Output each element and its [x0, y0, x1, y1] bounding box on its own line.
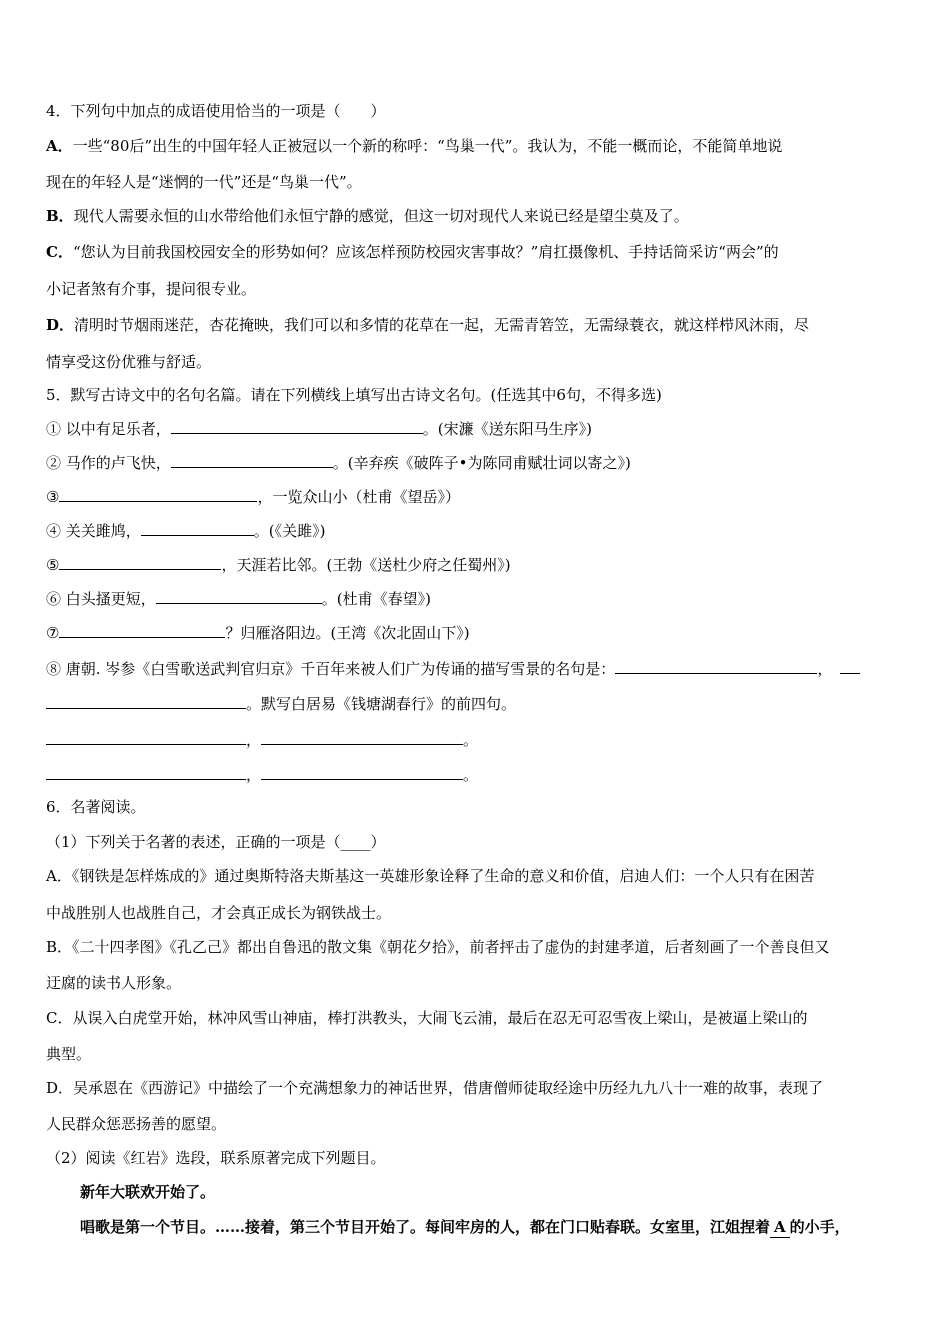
q5-line-6	[46, 588, 431, 609]
q5-blank-9b[interactable]	[261, 729, 463, 745]
q5-blank-10a[interactable]	[46, 764, 246, 780]
q5-line-7	[46, 622, 470, 643]
q6-option-a-line1: A．《钢铁是怎样炼成的》通过奥斯特洛夫斯基这一英雄形象诠释了生命的意义和价值，启迪人们：一个人只有在困苦	[46, 867, 815, 885]
q4-option-c-line1	[46, 242, 779, 262]
q4-option-d-line2: 情享受这份优雅与舒适。	[46, 353, 212, 371]
q6-option-d-line1: D．吴承恩在《西游记》中描绘了一个充满想象力的神话世界，借唐僧师徒取经途中历经九九八十一难的故事，表现了	[46, 1079, 824, 1097]
q5-line-2	[46, 452, 631, 473]
q5-line-10	[46, 729, 478, 750]
q4-option-d-text: 清明时节烟雨迷茫，杏花掩映，我们可以和多情的花草在一起，无需青箬笠，无需绿蓑衣，就这样栉风沐雨，尽	[74, 316, 810, 334]
q5-line-4	[46, 520, 326, 541]
q4-option-d-line1	[46, 315, 809, 335]
q4-option-b-label: B．	[46, 207, 74, 225]
q6-sub1: （1）下列关于名著的表述，正确的一项是（____）	[46, 833, 386, 851]
q5-blank-1[interactable]	[171, 418, 423, 434]
q5-line-8	[46, 658, 860, 679]
passage-line-1: 新年大联欢开始了。	[80, 1183, 216, 1201]
q5-blank-4[interactable]	[141, 520, 254, 536]
q5-line-4-prompt: ④ 关关雎鸠，	[46, 522, 141, 540]
q4-option-c-text: “您认为目前我国校园安全的形势如何？应该怎样预防校园灾害事故？”肩扛摄像机、手持话筒采访“两会”的	[72, 243, 779, 261]
q4-stem: 4．下列句中加点的成语使用恰当的一项是（ ）	[46, 102, 386, 120]
q5-line-5	[46, 554, 511, 575]
q4-option-b	[46, 206, 689, 226]
q6-option-a-line2: 中战胜别人也战胜自己，才会真正成长为钢铁战士。	[46, 904, 392, 922]
q5-blank-9a[interactable]	[46, 729, 246, 745]
q5-line-5-source: ，天涯若比邻。(王勃《送杜少府之任蜀州》)	[221, 556, 511, 574]
q5-line-4-source: 。(《关雎》)	[253, 522, 326, 540]
q4-option-a-label: A．	[46, 137, 73, 155]
q5-line-9-text: 。默写白居易《钱塘湖春行》的前四句。	[246, 695, 517, 713]
q6-option-b-line1: B．《二十四孝图》《孔乙己》都出自鲁迅的散文集《朝花夕拾》，前者抨击了虚伪的封建孝道，后者刻画了一个善良但又	[46, 938, 830, 956]
q5-blank-8a[interactable]	[615, 658, 817, 674]
q5-comma: ，	[246, 731, 262, 749]
q4-option-c-line2: 小记者煞有介事，提问很专业。	[46, 280, 257, 298]
q4-option-a-text: 一些“80后”出生的中国年轻人正被冠以一个新的称呼：“鸟巢一代”。我认为，不能一概而论，不能简单地说	[72, 137, 783, 155]
q5-line-1	[46, 418, 592, 439]
q4-option-b-text: 现代人需要永恒的山水带给他们永恒宁静的感觉，但这一切对现代人来说已经是望尘莫及了。	[73, 207, 689, 225]
q5-line-8-prompt: ⑧ 唐朝. 岑参《白雪歌送武判官归京》千百年来被人们广为传诵的描写雪景的名句是：	[46, 660, 616, 678]
q5-line-3-source: ，一览众山小（杜甫《望岳》）	[257, 488, 460, 506]
q5-blank-5[interactable]	[59, 554, 221, 570]
q4-option-a-line1	[46, 136, 782, 156]
q5-line-1-source: 。(宋濂《送东阳马生序》)	[422, 420, 592, 438]
q5-comma: ，	[246, 766, 262, 784]
q5-line-2-source: 。(辛弃疾《破阵子•为陈同甫赋壮词以寄之》)	[332, 454, 631, 472]
q5-blank-7[interactable]	[59, 622, 225, 638]
q5-line-5-number: ⑤	[46, 556, 60, 574]
q5-blank-2[interactable]	[171, 452, 333, 468]
q5-blank-10b[interactable]	[261, 764, 463, 780]
q6-option-d-line2: 人民群众惩恶扬善的愿望。	[46, 1115, 227, 1133]
q4-option-d-label: D．	[46, 316, 75, 334]
q5-line-9	[46, 693, 516, 714]
q6-option-c-line2: 典型。	[46, 1045, 92, 1063]
q6-sub2: （2）阅读《红岩》选段，联系原著完成下列题目。	[46, 1149, 386, 1167]
q4-option-a-line2: 现在的年轻人是“迷惘的一代”还是“鸟巢一代”。	[46, 173, 362, 191]
q5-blank-8b-start[interactable]	[840, 658, 860, 674]
q5-line-3	[46, 486, 460, 507]
q6-option-c-line1: C．从误入白虎堂开始，林冲风雪山神庙，棒打洪教头，大闹飞云浦，最后在忍无可忍雪夜上梁山，是被逼上梁山的	[46, 1009, 808, 1027]
q5-line-3-number: ③	[46, 488, 60, 506]
q5-line-11	[46, 764, 478, 785]
q5-blank-3[interactable]	[59, 486, 257, 502]
q5-period: 。	[463, 766, 479, 784]
q5-line-6-source: 。(杜甫《春望》)	[321, 590, 431, 608]
q5-period: 。	[463, 731, 479, 749]
passage-line-2-text: 唱歌是第一个节目。……接着，第三个节目开始了。每间牢房的人，都在门口贴春联。女室里，江姐捏着	[80, 1218, 771, 1236]
q6-stem: 6．名著阅读。	[46, 798, 146, 816]
q5-line-8-comma: ，	[817, 660, 833, 678]
q5-line-6-prompt: ⑥ 白头搔更短，	[46, 590, 156, 608]
q5-line-7-number: ⑦	[46, 624, 60, 642]
q6-option-b-line2: 迂腐的读书人形象。	[46, 974, 182, 992]
q5-line-2-prompt: ② 马作的卢飞快，	[46, 454, 171, 472]
q5-line-7-source: ？归雁洛阳边。(王湾《次北固山下》)	[225, 624, 470, 642]
q5-blank-8b[interactable]	[46, 693, 246, 709]
q5-blank-6[interactable]	[156, 588, 322, 604]
passage-blank-a: A	[770, 1217, 790, 1238]
passage-line-2-tail: 的小手，	[789, 1218, 850, 1236]
q4-option-c-label: C．	[46, 243, 73, 261]
q5-stem: 5．默写古诗文中的名句名篇。请在下列横线上填写出古诗文名句。(任选其中6句，不得多选)	[46, 386, 662, 404]
q5-line-1-prompt: ① 以中有足乐者，	[46, 420, 171, 438]
passage-line-2	[80, 1217, 850, 1238]
